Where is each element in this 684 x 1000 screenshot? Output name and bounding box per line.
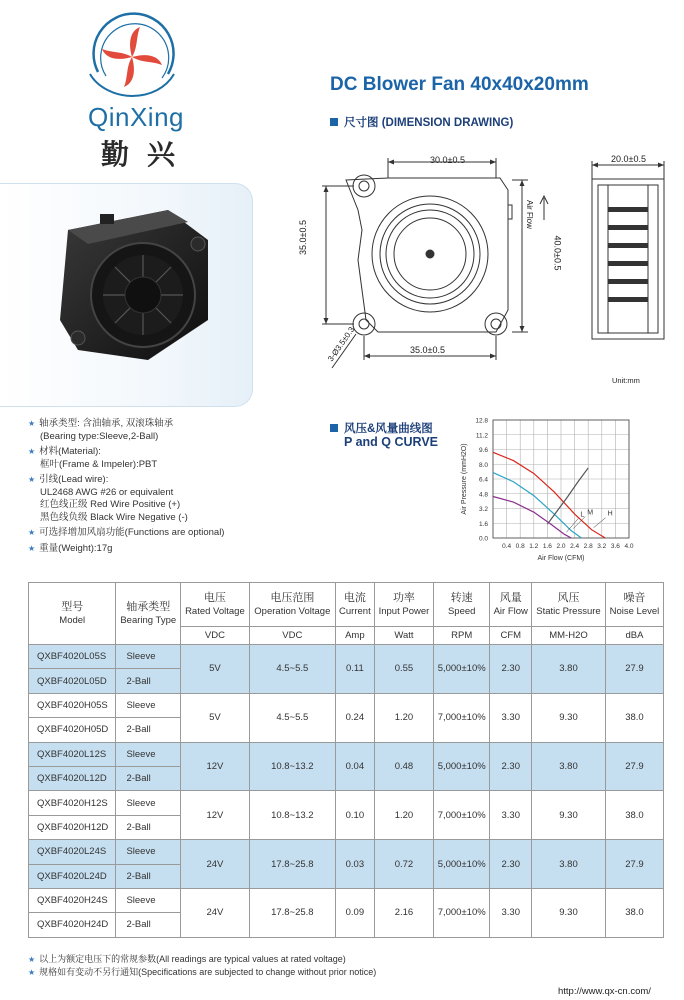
x-tick-label: 3.2 (597, 543, 607, 550)
x-tick-label: 3.6 (610, 543, 620, 550)
bearing-cell: 2-Ball (116, 815, 181, 839)
value-cell: 9.30 (532, 888, 606, 937)
pq-curve-chart (455, 412, 660, 570)
value-cell: 1.20 (374, 693, 433, 742)
table-unit-cell: VDC (181, 627, 250, 645)
value-cell: 38.0 (605, 888, 663, 937)
y-tick-label: 12.8 (475, 417, 488, 425)
header-cn: 转速 (450, 591, 473, 604)
value-cell: 9.30 (532, 693, 606, 742)
dim-left-label: 35.0±0.5 (298, 220, 308, 255)
value-cell: 10.8~13.2 (249, 742, 335, 791)
value-cell: 0.09 (335, 888, 374, 937)
value-cell: 0.24 (335, 693, 374, 742)
y-tick-label: 0.0 (478, 535, 488, 543)
value-cell: 27.9 (605, 645, 663, 694)
header-cn: 轴承类型 (126, 600, 171, 613)
star-icon: ★ (28, 955, 36, 964)
table-unit-cell: VDC (249, 627, 335, 645)
series-leader-line (594, 518, 606, 528)
bearing-cell: 2-Ball (116, 718, 181, 742)
value-cell: 0.04 (335, 742, 374, 791)
dimension-title-cn: 尺寸图 (344, 117, 379, 129)
header-en: Current (339, 605, 371, 617)
value-cell: 5V (181, 645, 250, 694)
value-cell: 24V (181, 888, 250, 937)
value-cell: 0.72 (374, 840, 433, 889)
spec-item-en: UL2468 AWG #26 or equivalent (40, 486, 174, 498)
star-icon: ★ (28, 475, 36, 484)
table-header-cell (249, 583, 335, 627)
value-cell: 2.16 (374, 888, 433, 937)
y-tick-label: 3.2 (478, 506, 488, 513)
bearing-cell: Sleeve (116, 840, 181, 864)
value-cell: 38.0 (605, 791, 663, 840)
header-cn: 电压范围 (270, 591, 315, 604)
model-cell: QXBF4020H24S (29, 888, 116, 912)
spec-item: ★ 材料(Material): (28, 446, 101, 457)
dimension-section-title (330, 114, 513, 130)
value-cell: 2.30 (490, 645, 532, 694)
dim-top-label: 30.0±0.5 (430, 155, 465, 165)
table-header-cell (181, 583, 250, 627)
table-row (29, 791, 664, 815)
dim-bottom-label: 35.0±0.5 (410, 345, 445, 355)
model-cell: QXBF4020L24D (29, 864, 116, 888)
pq-title-cn: 风压&风量曲线图 (344, 423, 433, 435)
model-cell: QXBF4020H05D (29, 718, 116, 742)
star-icon: ★ (28, 419, 36, 428)
header-cn: 风量 (499, 591, 522, 604)
model-cell: QXBF4020H12D (29, 815, 116, 839)
x-tick-label: 0.8 (515, 543, 525, 550)
model-cell: QXBF4020L12D (29, 766, 116, 790)
spec-item: ★ 轴承类型: 含油轴承, 双滚珠轴承 (28, 418, 174, 429)
bearing-cell: 2-Ball (116, 864, 181, 888)
value-cell: 5,000±10% (434, 645, 490, 694)
bearing-cell: Sleeve (116, 791, 181, 815)
header-en: Air Flow (493, 605, 528, 617)
spec-item-en: (Bearing type:Sleeve,2-Ball) (40, 430, 159, 442)
table-unit-cell: RPM (434, 627, 490, 645)
table-row (29, 693, 664, 717)
value-cell: 4.5~5.5 (249, 645, 335, 694)
header-en: Input Power (378, 605, 430, 617)
value-cell: 17.8~25.8 (249, 888, 335, 937)
model-cell: QXBF4020H12S (29, 791, 116, 815)
table-header-cell (335, 583, 374, 627)
model-cell: QXBF4020L24S (29, 840, 116, 864)
model-cell: QXBF4020L12S (29, 742, 116, 766)
value-cell: 3.80 (532, 840, 606, 889)
header-en: Noise Level (609, 605, 660, 617)
brand-name: QinXing (88, 102, 184, 132)
brand-name-cn: 勤兴 (101, 138, 194, 171)
y-tick-label: 11.2 (475, 432, 488, 440)
value-cell: 3.80 (532, 645, 606, 694)
air-flow-label: Air Flow (525, 200, 534, 229)
value-cell: 7,000±10% (434, 791, 490, 840)
header-en: Speed (447, 605, 476, 617)
spec-item: ★ 重量(Weight):17g (28, 542, 113, 554)
x-tick-label: 1.2 (529, 543, 539, 550)
product-title: DC Blower Fan 40x40x20mm (330, 74, 589, 95)
x-tick-label: 4.0 (624, 543, 634, 550)
model-cell: QXBF4020H24D (29, 913, 116, 937)
unit-label: Unit:mm (612, 376, 640, 385)
dim-right-label: 40.0±0.5 (552, 235, 563, 271)
y-tick-label: 6.4 (478, 476, 488, 484)
table-header-cell (29, 583, 116, 645)
pq-title-en: P and Q CURVE (344, 435, 439, 449)
x-tick-label: 2.0 (556, 543, 566, 550)
pq-section-title (330, 420, 433, 436)
value-cell: 38.0 (605, 693, 663, 742)
header-en: Model (59, 614, 86, 626)
x-tick-label: 2.4 (570, 543, 580, 550)
value-cell: 10.8~13.2 (249, 791, 335, 840)
value-cell: 3.30 (490, 693, 532, 742)
value-cell: 5,000±10% (434, 840, 490, 889)
x-tick-label: 0.4 (502, 543, 512, 550)
model-cell: QXBF4020L05S (29, 645, 116, 669)
value-cell: 3.30 (490, 888, 532, 937)
table-unit-cell: CFM (490, 627, 532, 645)
value-cell: 0.10 (335, 791, 374, 840)
bearing-cell: 2-Ball (116, 913, 181, 937)
value-cell: 0.48 (374, 742, 433, 791)
value-cell: 0.11 (335, 645, 374, 694)
bearing-cell: 2-Ball (116, 669, 181, 693)
y-axis-label: Air Pressure (mmH2O) (461, 443, 468, 515)
table-unit-cell: Watt (374, 627, 433, 645)
table-unit-cell: MM-H2O (532, 627, 606, 645)
x-axis-label: Air Flow (CFM) (537, 555, 585, 562)
value-cell: 0.03 (335, 840, 374, 889)
value-cell: 7,000±10% (434, 888, 490, 937)
series-label: M (587, 509, 594, 517)
value-cell: 2.30 (490, 840, 532, 889)
value-cell: 7,000±10% (434, 693, 490, 742)
series-line-M (493, 473, 581, 538)
value-cell: 12V (181, 791, 250, 840)
dim-hole-label: 3-Ø3.5±0.3 (326, 325, 357, 364)
value-cell: 0.55 (374, 645, 433, 694)
table-unit-cell: Amp (335, 627, 374, 645)
footnote: ★ 规格如有变动不另行通知(Specifications are subjected to change without prior notice) (28, 967, 377, 977)
y-tick-label: 9.6 (478, 447, 488, 454)
table-header-cell (605, 583, 663, 627)
value-cell: 9.30 (532, 791, 606, 840)
table-row (29, 840, 664, 864)
value-cell: 27.9 (605, 840, 663, 889)
spec-item-en: 框叶(Frame & Impeler):PBT (40, 458, 158, 470)
table-row (29, 888, 664, 912)
spec-list (28, 418, 308, 555)
value-cell: 24V (181, 840, 250, 889)
series-line-L (493, 497, 571, 538)
table-header-cell (532, 583, 606, 627)
value-cell: 17.8~25.8 (249, 840, 335, 889)
bearing-cell: Sleeve (116, 693, 181, 717)
brand-logo-icon (76, 12, 188, 106)
table-header-cell (490, 583, 532, 627)
bearing-cell: Sleeve (116, 888, 181, 912)
header-cn: 风压 (557, 591, 580, 604)
x-tick-label: 2.8 (583, 543, 593, 550)
fan-photo-image (48, 200, 218, 370)
header-cn: 电流 (343, 591, 366, 604)
y-tick-label: 8.0 (478, 461, 488, 469)
header-en: Static Pressure (536, 605, 601, 617)
header-cn: 噪音 (623, 591, 646, 604)
model-cell: QXBF4020H05S (29, 693, 116, 717)
star-icon: ★ (28, 968, 36, 977)
table-row (29, 742, 664, 766)
dim-side-label: 20.0±0.5 (611, 154, 646, 164)
header-en: Rated Voltage (185, 605, 245, 617)
value-cell: 4.5~5.5 (249, 693, 335, 742)
bearing-cell: Sleeve (116, 742, 181, 766)
header-cn: 型号 (61, 600, 84, 613)
footnote: ★ 以上为额定电压下的常规参数(All readings are typical values at rated voltage) (28, 954, 346, 964)
value-cell: 5,000±10% (434, 742, 490, 791)
star-icon: ★ (28, 543, 36, 553)
spec-item-extra: 黑色线负级 Black Wire Negative (-) (40, 511, 188, 523)
table-header-row (29, 583, 664, 627)
star-icon: ★ (28, 447, 36, 456)
spec-item: ★ 引线(Lead wire): (28, 474, 109, 485)
value-cell: 12V (181, 742, 250, 791)
table-header-cell (434, 583, 490, 627)
value-cell: 2.30 (490, 742, 532, 791)
value-cell: 27.9 (605, 742, 663, 791)
x-tick-label: 1.6 (542, 543, 552, 550)
header-cn: 电压 (203, 591, 226, 604)
table-unit-cell: dBA (605, 627, 663, 645)
value-cell: 3.80 (532, 742, 606, 791)
bearing-cell: 2-Ball (116, 766, 181, 790)
header-en: Operation Voltage (254, 605, 331, 617)
spec-item: ★ 可选择增加风扇功能(Functions are optional) (28, 527, 225, 538)
model-cell: QXBF4020L05D (29, 669, 116, 693)
bearing-cell: Sleeve (116, 645, 181, 669)
y-tick-label: 4.8 (478, 491, 488, 499)
dimension-title-en: (DIMENSION DRAWING) (381, 117, 514, 129)
series-label: L (580, 511, 585, 519)
value-cell: 5V (181, 693, 250, 742)
value-cell: 1.20 (374, 791, 433, 840)
header-en: Bearing Type (120, 614, 177, 626)
spec-item-extra: 红色线正级 Red Wire Positive (+) (40, 499, 181, 510)
table-header-cell (374, 583, 433, 627)
value-cell: 3.30 (490, 791, 532, 840)
table-row (29, 645, 664, 669)
website-link[interactable]: http://www.qx-cn.com/ (558, 986, 651, 997)
dimension-drawing-side (584, 155, 674, 345)
star-icon: ★ (28, 528, 36, 537)
y-tick-label: 1.6 (478, 520, 488, 528)
header-cn: 功率 (392, 591, 415, 604)
spec-table (28, 582, 664, 938)
table-header-cell (116, 583, 181, 645)
series-label: H (607, 510, 613, 518)
